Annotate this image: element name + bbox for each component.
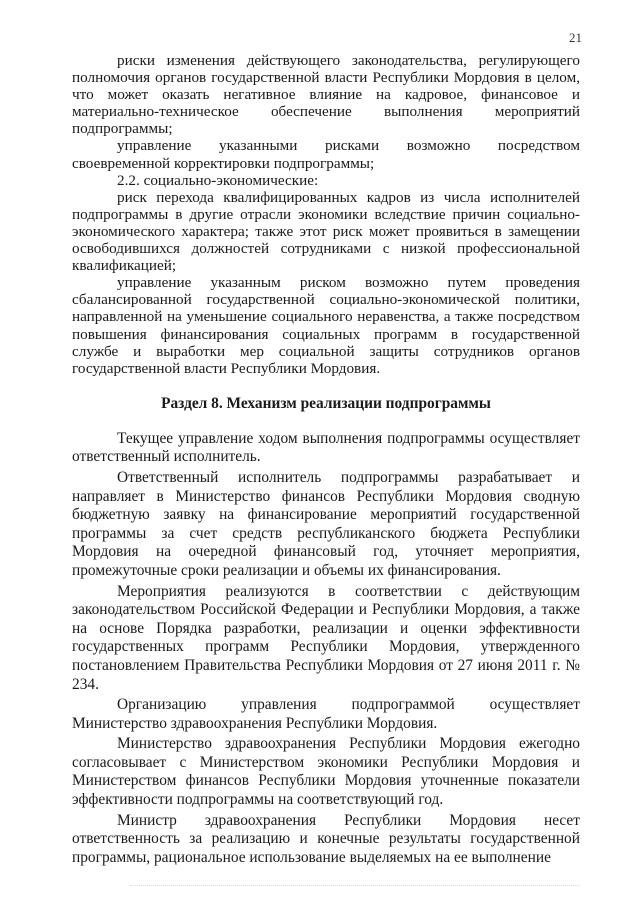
paragraph-socioeconomic-heading: 2.2. социально-экономические:	[117, 171, 319, 189]
paragraph-legislation-risks: риски изменения действующего законодательства, регулирующего полномочия органов государственной власти Республики Мордовия в целом, что может оказать негативное влияние на кадровое, финансовое и материально-техническое обеспечение выполнения мероприятий подпрограммы;	[72, 52, 580, 138]
paragraph-legislation-risk-management: управление указанными рисками возможно посредством своевременной корректировки подпрограммы;	[72, 137, 580, 172]
paragraph-minister-responsibility: Министр здравоохранения Республики Мордовия несет ответственность за реализацию и конечные результаты государственной программы, рациональное использование выделяемых на ее выполнение	[72, 811, 580, 866]
paragraph-budget-request: Ответственный исполнитель подпрограммы разрабатывает и направляет в Министерство финансов Республики Мордовия сводную бюджетную заявку на финансирование мероприятий государственной программы за счет средств республиканского бюджета Республики Мордовия на очередной финансовый год, уточняет мероприятия, промежуточные сроки реализации и объемы их финансирования.	[72, 468, 580, 579]
paragraph-staff-transfer-risk: риск перехода квалифицированных кадров из числа исполнителей подпрограммы в другие отрасли экономики вследствие причин социально-экономического характера; также этот риск может проявиться в замещении освободившихся должностей сотрудниками с низкой профессиональной квалификацией;	[72, 188, 580, 275]
implementation-section	[72, 430, 580, 868]
document-body	[72, 52, 580, 867]
paragraph-management-organization: Организацию управления подпрограммой осуществляет Министерство здравоохранения Республики Мордовия.	[72, 696, 580, 732]
scan-artifact-line	[130, 885, 580, 886]
paragraph-current-management: Текущее управление ходом выполнения подпрограммы осуществляет ответственный исполнитель.	[72, 429, 580, 466]
paragraph-staff-risk-management: управление указанным риском возможно путем проведения сбалансированной государственной социально-экономической политики, направленной на уменьшение социального неравенства, а также посредством повышения финансирования социальных программ в государственной службе и выработки мер социальной защиты сотрудников органов государственной власти Республики Мордовия.	[72, 274, 580, 377]
section-heading: Раздел 8. Механизм реализации подпрограммы	[161, 394, 491, 412]
risks-section	[72, 52, 580, 377]
page-number: 21	[569, 30, 582, 45]
paragraph-annual-coordination: Министерство здравоохранения Республики Мордовия ежегодно согласовывает с Министерством экономики Республики Мордовия и Министерством финансов Республики Мордовия уточненные показатели эффективности подпрограммы на соответствующий год.	[72, 735, 580, 809]
paragraph-legal-basis: Мероприятия реализуются в соответствии с действующим законодательством Российской Федерации и Республики Мордовия, а также на основе Порядка разработки, реализации и оценки эффективности государственных программ Республики Мордовия, утвержденного постановлением Правительства Республики Мордовия от 27 июня 2011 г. № 234.	[72, 582, 580, 693]
